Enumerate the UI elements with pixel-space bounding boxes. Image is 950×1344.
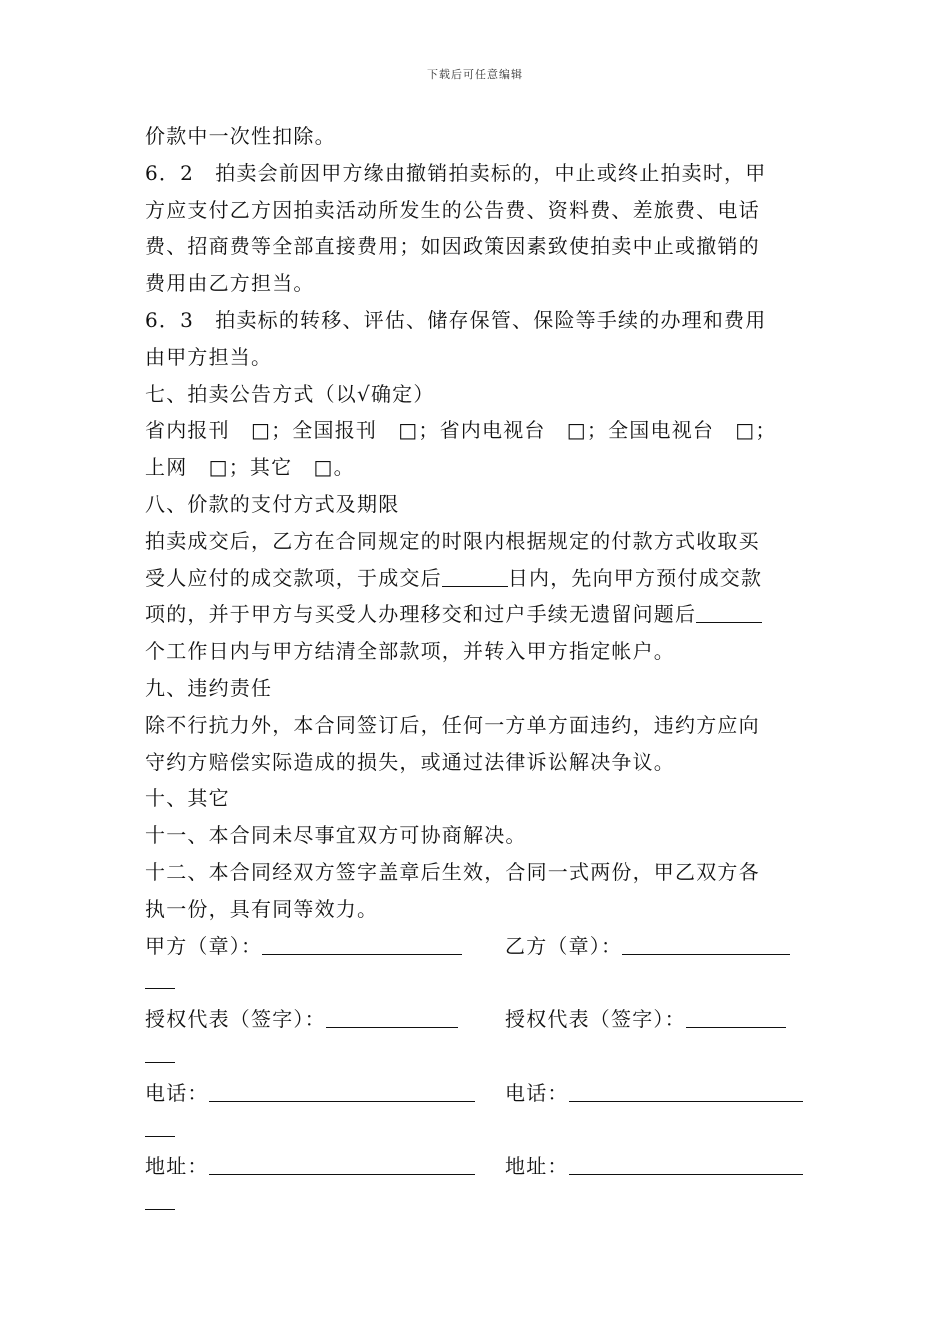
party-a-seal-field[interactable] xyxy=(262,934,462,955)
section-heading: 八、价款的支付方式及期限 xyxy=(145,491,400,516)
text-line: 费用由乙方担当。 xyxy=(145,271,315,296)
rep-b-label: 授权代表（签字）： xyxy=(505,1007,686,1032)
text-fragment: 受人应付的成交款项，于成交后 xyxy=(145,565,442,590)
page-header: 下载后可任意编辑 xyxy=(427,68,523,81)
text-line: 由甲方担当。 xyxy=(145,344,273,369)
text-line-with-blank xyxy=(145,596,810,633)
text-line: 方应支付乙方因拍卖活动所发生的公告费、资料费、差旅费、电话 xyxy=(145,197,760,222)
party-b-label: 乙方（章）： xyxy=(505,933,623,958)
underline-continuation xyxy=(145,1112,810,1149)
party-a-label: 甲方（章）： xyxy=(145,933,263,958)
address-b-label: 地址： xyxy=(505,1154,569,1179)
underline-continuation xyxy=(145,964,810,1001)
text-line: 6．2 拍卖会前因甲方缘由撤销拍卖标的，中止或终止拍卖时，甲 xyxy=(145,160,767,185)
address-a-label: 地址： xyxy=(145,1154,209,1179)
rep-a-sign-field[interactable] xyxy=(326,1007,458,1028)
phone-b-field[interactable] xyxy=(569,1081,803,1102)
rep-a-label: 授权代表（签字）： xyxy=(145,1007,326,1032)
section-heading: 九、违约责任 xyxy=(145,675,273,700)
phone-b-label: 电话： xyxy=(505,1080,569,1105)
section-heading: 七、拍卖公告方式（以√确定） xyxy=(145,381,435,406)
text-line: 6．3 拍卖标的转移、评估、储存保管、保险等手续的办理和费用 xyxy=(145,307,767,332)
rep-b-sign-field[interactable] xyxy=(686,1007,786,1028)
signature-row-phone xyxy=(145,1075,810,1112)
fill-blank[interactable] xyxy=(696,602,762,623)
text-line: 价款中一次性扣除。 xyxy=(145,124,336,148)
underline-continuation xyxy=(145,1185,810,1222)
signature-block xyxy=(145,928,810,1222)
signature-row-representative xyxy=(145,1001,810,1038)
fill-blank[interactable] xyxy=(442,566,508,587)
signature-row-address xyxy=(145,1148,810,1185)
address-a-field[interactable] xyxy=(209,1154,475,1175)
section-heading: 十、其它 xyxy=(145,786,230,811)
text-line: 费、招商费等全部直接费用；如因政策因素致使拍卖中止或撤销的 xyxy=(145,234,760,259)
text-line-with-blank xyxy=(145,560,810,597)
text-fragment: 项的，并于甲方与买受人办理移交和过户手续无遗留问题后 xyxy=(145,602,697,627)
document-body xyxy=(145,118,810,1222)
text-line: 省内报刊 □；全国报刊 □；省内电视台 □；全国电视台 □； xyxy=(145,418,777,443)
text-fragment: 日内，先向甲方预付成交款 xyxy=(507,565,763,590)
text-line: 拍卖成交后，乙方在合同规定的时限内根据规定的付款方式收取买 xyxy=(145,528,760,553)
phone-a-label: 电话： xyxy=(145,1080,209,1105)
text-line: 除不行抗力外，本合同签订后，任何一方单方面违约，违约方应向 xyxy=(145,712,760,737)
text-line: 上网 □；其它 □。 xyxy=(145,455,355,480)
text-line: 十二、本合同经双方签字盖章后生效，合同一式两份，甲乙双方各 xyxy=(145,859,760,884)
text-line: 十一、本合同未尽事宜双方可协商解决。 xyxy=(145,823,527,848)
signature-row-seal xyxy=(145,928,810,965)
party-b-seal-field[interactable] xyxy=(622,934,790,955)
address-b-field[interactable] xyxy=(569,1154,803,1175)
underline-continuation xyxy=(145,1038,810,1075)
phone-a-field[interactable] xyxy=(209,1081,475,1102)
text-line: 守约方赔偿实际造成的损失，或通过法律诉讼解决争议。 xyxy=(145,749,675,774)
text-line: 个工作日内与甲方结清全部款项，并转入甲方指定帐户。 xyxy=(145,639,675,664)
text-line: 执一份，具有同等效力。 xyxy=(145,896,379,921)
